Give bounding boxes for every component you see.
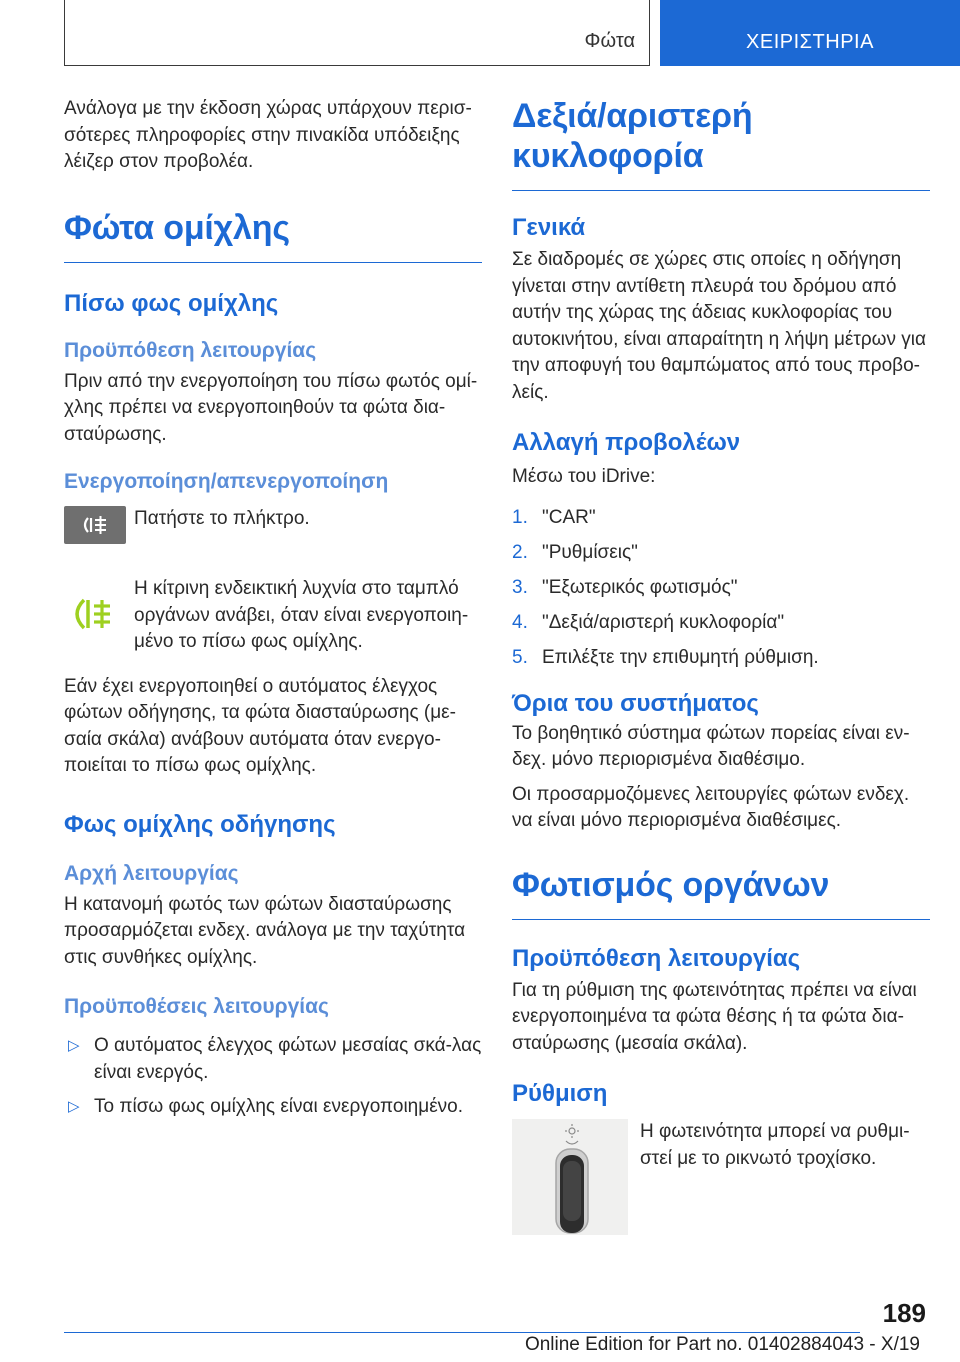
adjust-heading: Ρύθμιση [512,1080,608,1107]
adjust-paragraph: Η φωτεινότητα μπορεί να ρυθμι-στεί με το ρικνωτό τροχίσκο. [640,1121,910,1169]
right-column [512,96,930,1235]
driving-fog-heading: Φως ομίχλης οδήγησης [64,810,336,838]
driving-fog-prereqs-heading: Προϋποθέσεις λειτουργίας [64,995,329,1018]
instrument-lighting-heading: Φωτισμός οργάνων [512,865,930,920]
general-paragraph: Σε διαδρομές σε χώρες στις οποίες η οδήγηση γίνεται στην αντίθετη πλευρά του δρόμου από αυτήν της χώρας της άδειας κυκλοφορίας του αυτοκινήτου, είναι απαραίτητη η λήψη μέτρων για την αποφυγή του θαμπώματος από τους προβο-λείς. [512,249,926,403]
list-item: 4. "Δεξιά/αριστερή κυκλοφορία" [512,611,785,633]
triangle-bullet-icon: ▷ [68,1098,80,1115]
header-section-title: Φώτα [584,30,635,52]
auto-light-paragraph: Εάν έχει ενεργοποιηθεί ο αυτόματος έλεγχος φώτων οδήγησης, τα φώτα διασταύρωσης (με-σαία σκάλα) ανάβουν αυτόματα όταν ενεργο-ποιείται το πίσω φως ομίχλης. [64,675,456,776]
driving-fog-principle-heading: Αρχή λειτουργίας [64,861,239,885]
driving-fog-principle-text: Η κατανομή φωτός των φώτων διασταύρωσης προσαρμόζεται ενδεχ. ανάλογα με την ταχύτητα στις συνθήκες ομίχλης. [64,893,466,968]
fog-button-instruction: Πατήστε το πλήκτρο. [134,508,310,529]
list-item: 3. "Εξωτερικός φωτισμός" [512,576,738,598]
general-heading: Γενικά [512,214,586,241]
fog-button-row [64,506,482,560]
instrument-prereq-heading: Προϋπόθεση λειτουργίας [512,944,801,972]
page-number: 189 [882,1298,926,1328]
thumbwheel-image [512,1119,628,1235]
rear-fog-indicator-icon [64,588,126,650]
triangle-bullet-icon: ▷ [68,1037,80,1054]
list-item: 5. Επιλέξτε την επιθυμητή ρύθμιση. [512,646,819,668]
footer-divider [64,1332,860,1333]
system-limits-paragraph-2: Οι προσαρμοζόμενες λειτουργίες φώτων ενδεχ. να είναι μόνο περιορισμένα διαθέσιμες. [512,783,910,831]
footer-edition: Online Edition for Part no. 01402884043 - X/19 [524,1334,920,1355]
intro-paragraph: Ανάλογα με την έκδοση χώρας υπάρχουν περισ-σότερες πληροφορίες στην πινακίδα υπόδειξης λέιζερ στον προβολέα. [64,98,472,172]
idrive-intro: Μέσω του iDrive: [512,466,656,487]
fog-lamp-row [64,576,482,656]
rear-fog-heading: Πίσω φως ομίχλης [64,289,279,317]
list-item: ▷ Το πίσω φως ομίχλης είναι ενεργοποιημένο. [64,1094,482,1121]
rear-fog-button-icon [64,506,126,544]
left-column [64,96,482,1129]
list-item: 2. "Ρυθμίσεις" [512,541,638,563]
system-limits-paragraph-1: Το βοηθητικό σύστημα φώτων πορείας είναι εν-δεχ. μόνο περιορισμένα διαθέσιμο. [512,722,910,770]
instrument-prereq-text: Για τη ρύθμιση της φωτεινότητας πρέπει να είναι ενεργοποιημένα τα φώτα θέσης ή τα φώτα δια-σταύρωσης (μεσαία σκάλα). [512,979,917,1054]
rear-fog-toggle-heading: Ενεργοποίηση/απενεργοποίηση [64,470,389,493]
idrive-steps-list [512,505,930,671]
adjust-row [512,1119,930,1235]
driving-fog-prereq-list [64,1033,482,1121]
list-item: 1. "CAR" [512,506,596,528]
system-limits-heading: Όρια του συστήματος [512,689,759,717]
change-headlights-heading: Αλλαγή προβολέων [512,429,741,456]
header-section-box [64,0,650,66]
rear-fog-prereq-text: Πριν από την ενεργοποίηση του πίσω φωτός ομί-χλης πρέπει να ενεργοποιηθούν τα φώτα δια-σταύρωσης. [64,370,478,445]
fog-lights-heading: Φώτα ομίχλης [64,208,482,263]
header-chapter-tab [660,0,960,66]
header-chapter-title: ΧΕΙΡΙΣΤΗΡΙΑ [746,31,874,53]
rear-fog-prereq-heading: Προϋπόθεση λειτουργίας [64,338,317,362]
traffic-side-heading: Δεξιά/αριστερή κυκλοφορία [512,96,930,191]
fog-lamp-description: Η κίτρινη ενδεικτική λυχνία στο ταμπλό οργάνων ανάβει, όταν είναι ενεργοποιη-μένο το πίσω φως ομίχλης. [134,578,469,652]
list-item: ▷ Ο αυτόματος έλεγχος φώτων μεσαίας σκά-λας είναι ενεργός. [68,1035,482,1083]
